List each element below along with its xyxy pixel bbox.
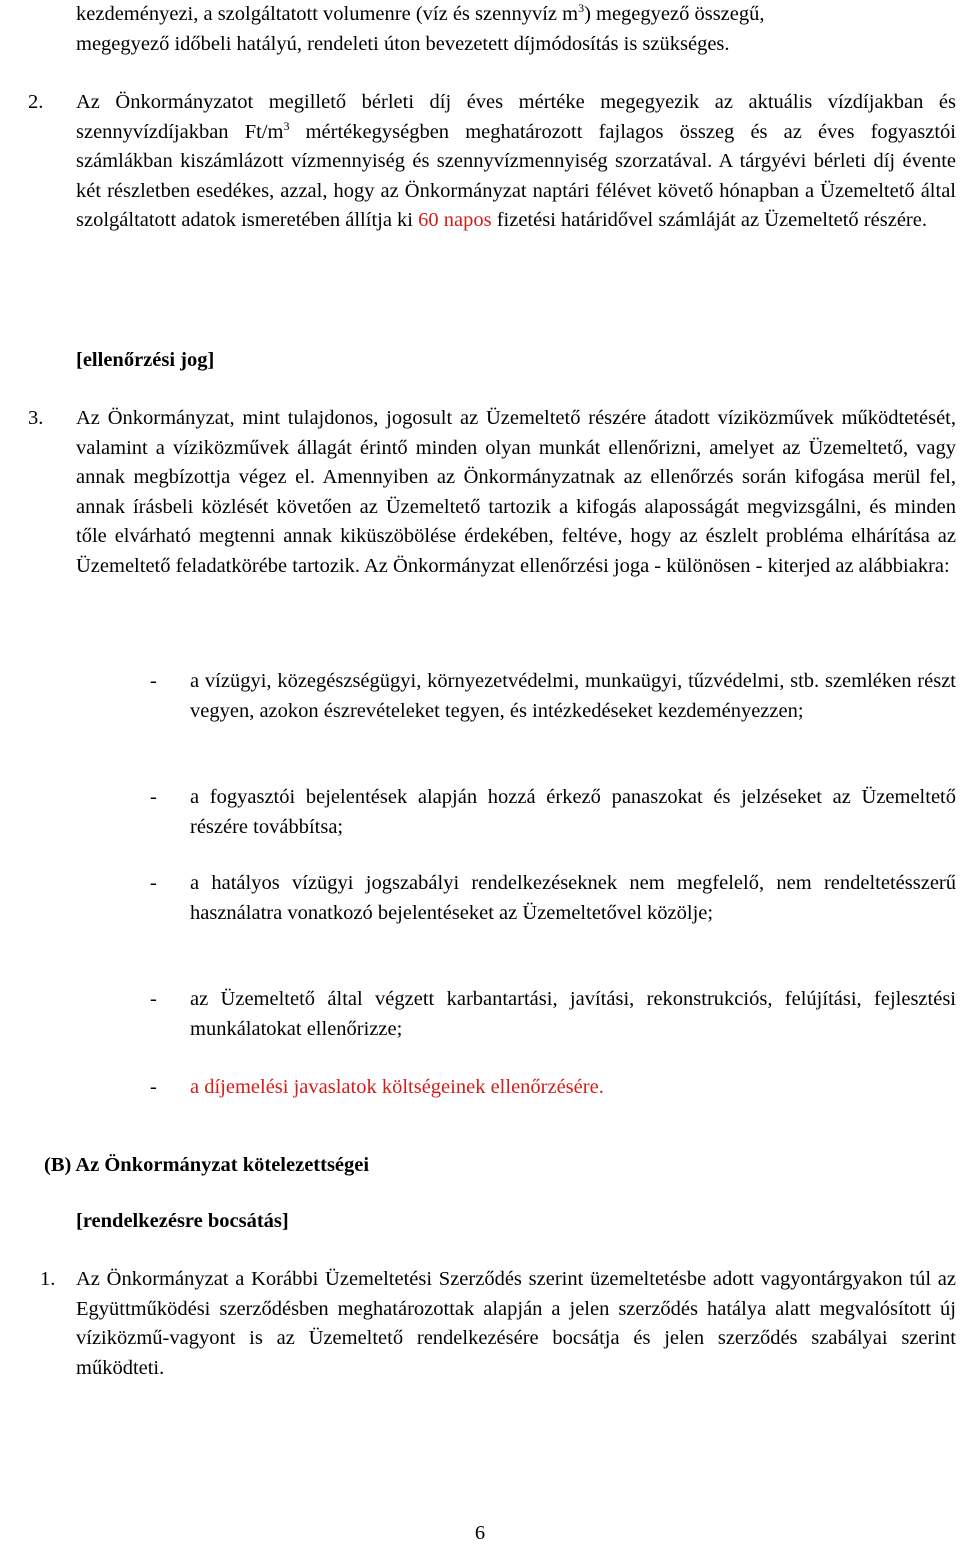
item-2-highlight: 60 napos xyxy=(418,209,492,231)
item-2-text-b: mértékegységben meghatározott fajlagos összeg és az éves fogyasztói számlákban kiszámlázott vízmennyiség és szennyvízmennyiség szorzatával. A tárgyévi bérleti díj évente két részletben esedékes, azzal, hogy az Önkormányzat naptári félévet követő hónapban a Üzemeltető által szolgáltatott adatok ismeretében állítja ki xyxy=(76,120,956,231)
item-2-number: 2. xyxy=(28,91,44,113)
bullet-item-2: a fogyasztói bejelentések alapján hozzá érkező panaszokat és jelzéseket az Üzemeltető részére továbbítsa; xyxy=(190,786,956,838)
item-2-superscript: 3 xyxy=(283,118,290,133)
bullet-item-3: a hatályos vízügyi jogszabályi rendelkezéseknek nem megfelelő, nem rendeltetésszerű használatra vonatkozó bejelentéseket az Üzemeltetővel közölje; xyxy=(190,872,956,924)
item-3-number: 3. xyxy=(28,407,44,429)
item-1-paragraph: Az Önkormányzat a Korábbi Üzemeltetési Szerződés szerint üzemeltetésbe adott vagyontárgyakon túl az Együttműködési szerződésben meghatározottak alapján a jelen szerződés hatálya alatt megvalósított új víziközmű-vagyont is az Üzemeltető rendelkezésére bocsátja és jelen szerződés szabályai szerint működteti. xyxy=(76,1268,956,1379)
heading-ellenorzesi-jog: [ellenőrzési jog] xyxy=(76,349,215,371)
intro-text-end: ) megegyező összegű, xyxy=(584,3,765,25)
page-number: 6 xyxy=(474,1522,486,1544)
bullet-dash-4: - xyxy=(150,988,157,1010)
intro-superscript: 3 xyxy=(578,1,585,15)
intro-text-line2: megegyező időbeli hatályú, rendeleti úton bevezetett díjmódosítás is szükséges. xyxy=(76,32,730,55)
item-1-number: 1. xyxy=(40,1268,56,1290)
section-b-heading: (B) Az Önkormányzat kötelezettségei xyxy=(44,1154,370,1176)
item-2-text-a: Az Önkormányzatot megillető bérleti díj éves mértéke megegyezik az aktuális vízdíjakban és szennyvízdíjakban Ft/m xyxy=(76,91,956,143)
intro-text: kezdeményezi, a szolgáltatott volumenre (víz és szennyvíz m xyxy=(76,3,579,25)
item-3-paragraph: Az Önkormányzat, mint tulajdonos, jogosult az Üzemeltető részére átadott víziközművek működtetését, valamint a víziközművek állagát érintő minden olyan munkát ellenőrizni, amelyet az Üzemeltető, vagy annak megbízottja végez el. Amennyiben az Önkormányzatnak az ellenőrzés során kifogása merül fel, annak írásbeli közlését követően az Üzemeltető tartozik a kifogás alaposságát megvizsgálni, és minden tőle elvárható megtenni annak kiküszöbölése érdekében, feltéve, hogy az észlelt probléma elhárítása az Üzemeltető feladatkörébe tartozik. Az Önkormányzat ellenőrzési joga - különösen - kiterjed az alábbiakra: xyxy=(76,407,956,577)
bullet-item-1: a vízügyi, közegészségügyi, környezetvédelmi, munkaügyi, tűzvédelmi, stb. szemléken részt vegyen, azokon észrevételeket tegyen, és intézkedéseket kezdeményezzen; xyxy=(190,670,956,722)
bullet-item-5: a díjemelési javaslatok költségeinek ellenőrzésére. xyxy=(190,1076,604,1098)
bullet-dash-3: - xyxy=(150,872,157,894)
item-2-text-c: fizetési határidővel számláját az Üzemeltető részére. xyxy=(491,209,927,231)
heading-rendelkezesre-bocsatas: [rendelkezésre bocsátás] xyxy=(76,1210,289,1232)
bullet-item-4: az Üzemeltető által végzett karbantartási, javítási, rekonstrukciós, felújítási, fejlesztési munkálatokat ellenőrizze; xyxy=(190,988,956,1040)
item-2-paragraph xyxy=(76,88,956,236)
intro-paragraph xyxy=(76,0,956,59)
bullet-dash-2: - xyxy=(150,786,157,808)
bullet-dash-5: - xyxy=(150,1076,157,1098)
bullet-dash-1: - xyxy=(150,670,157,692)
